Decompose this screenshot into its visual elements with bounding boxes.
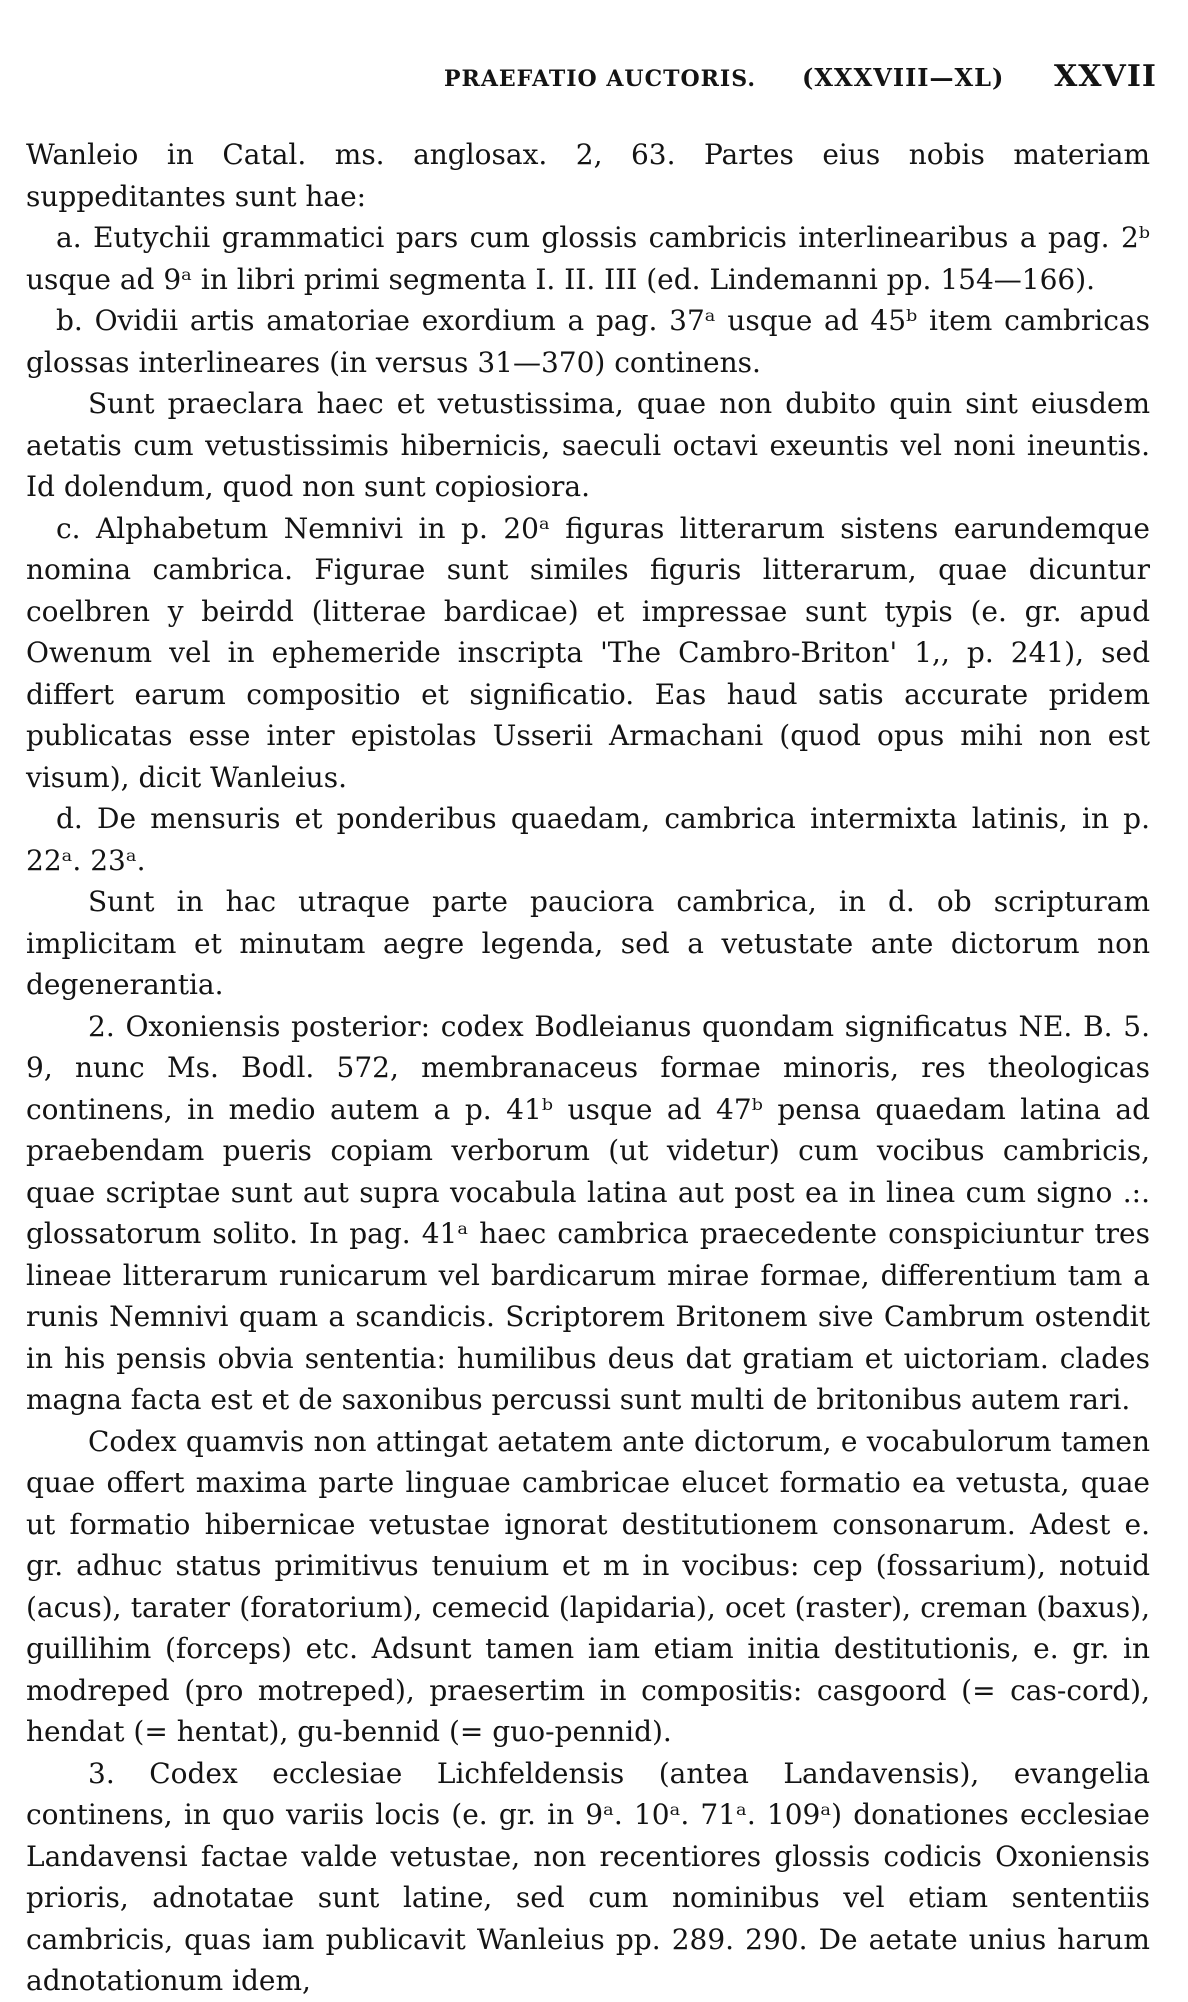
page-header xyxy=(26,48,1157,94)
paragraph-item-3: 3. Codex ecclesiae Lichfeldensis (antea Landavensis), evangelia continens, in quo variis locis (e. gr. in 9ᵃ. 10ᵃ. 71ᵃ. 109ᵃ) donationes ecclesiae Landavensi factae valde vetustae, non recentiores glossis codicis Oxoniensis prioris, adnotatae sunt latine, sed cum nominibus vel etiam sententiis cambricis, quas iam publicavit Wanleius pp. 289. 290. De aetate unius harum adnotationum idem, xyxy=(26,1756,1150,1997)
book-page xyxy=(26,48,1157,2002)
paragraph-item-c: c. Alphabetum Nemnivi in p. 20ᵃ figuras litterarum sistens earundemque nomina cambrica. Figurae sunt similes figuris litterarum, quae dicuntur coelbren y beirdd (litterae bardicae) et impressae sunt typis (e. gr. apud Owenum vel in ephemeride inscripta 'The Cambro-Briton' 1,, p. 241), sed differt earum compositio et significatio. Eas haud satis accurate pridem publicatas esse inter epistolas Usserii Armachani (quod opus mihi non est visum), dicit Wanleius. xyxy=(26,511,1150,794)
paragraph-remark: Sunt in hac utraque parte pauciora cambrica, in d. ob scripturam implicitam et minutam aegre legenda, sed a vetustate ante dictorum non degenerantia. xyxy=(26,885,1150,1001)
paragraph-item-2: 2. Oxoniensis posterior: codex Bodleianus quondam significatus NE. B. 5. 9, nunc Ms. Bodl. 572, membranaceus formae minoris, res theologicas continens, in medio autem a p. 41ᵇ usque ad 47ᵇ pensa quaedam latina ad praebendam pueris copiam verborum (ut videtur) cum vocibus cambricis, quae scriptae sunt aut supra vocabula latina aut post ea in linea cum signo .:. glossatorum solito. In pag. 41ᵃ haec cambrica praecedente conspiciuntur tres lineae litterarum runicarum vel bardicarum mirae formae, differentium tam a runis Nemnivi quam a scandicis. Scriptorem Britonem sive Cambrum ostendit in his pensis obvia sententia: humilibus deus dat gratiam et uictoriam. clades magna facta est et de saxonibus percussi sunt multi de britonibus autem rari. xyxy=(26,1009,1150,1416)
paragraph-continuation: Wanleio in Catal. ms. anglosax. 2, 63. Partes eius nobis materiam suppeditantes sunt hae: xyxy=(26,138,1150,213)
paragraph-item-d: d. De mensuris et ponderibus quaedam, cambrica intermixta latinis, in p. 22ᵃ. 23ᵃ. xyxy=(26,802,1150,877)
paragraph-item-b: b. Ovidii artis amatoriae exordium a pag. 37ᵃ usque ad 45ᵇ item cambricas glossas interlineares (in versus 31—370) continens. xyxy=(26,304,1150,379)
paragraph-item-a: a. Eutychii grammatici pars cum glossis cambricis interlinearibus a pag. 2ᵇ usque ad 9ᵃ in libri primi segmenta I. II. III (ed. Lindemanni pp. 154—166). xyxy=(26,221,1150,296)
section-range: (XXXVIII—XL) xyxy=(802,63,1005,92)
paragraph-codex-remark: Codex quamvis non attingat aetatem ante dictorum, e vocabulorum tamen quae offert maxima parte linguae cambricae elucet formatio ea vetusta, quae ut formatio hibernicae vetustae ignorat destitutionem consonarum. Adest e. gr. adhuc status primitivus tenuium et m in vocibus: cep (fossarium), notuid (acus), tarater (foratorium), cemecid (lapidaria), ocet (raster), creman (baxus), guillihim (forceps) etc. Adsunt tamen iam etiam initia destitutionis, e. gr. in modreped (pro motreped), praesertim in compositis: casgoord (= cas-cord), hendat (= hentat), gu-bennid (= guo-pennid). xyxy=(26,1424,1150,1748)
running-title: PRAEFATIO AUCTORIS. xyxy=(444,66,756,92)
page-number: XXVII xyxy=(1054,59,1157,94)
body-text xyxy=(26,134,1150,2002)
paragraph-remark: Sunt praeclara haec et vetustissima, quae non dubito quin sint eiusdem aetatis cum vetustissimis hibernicis, saeculi octavi exeuntis vel noni ineuntis. Id dolendum, quod non sunt copiosiora. xyxy=(26,387,1150,503)
